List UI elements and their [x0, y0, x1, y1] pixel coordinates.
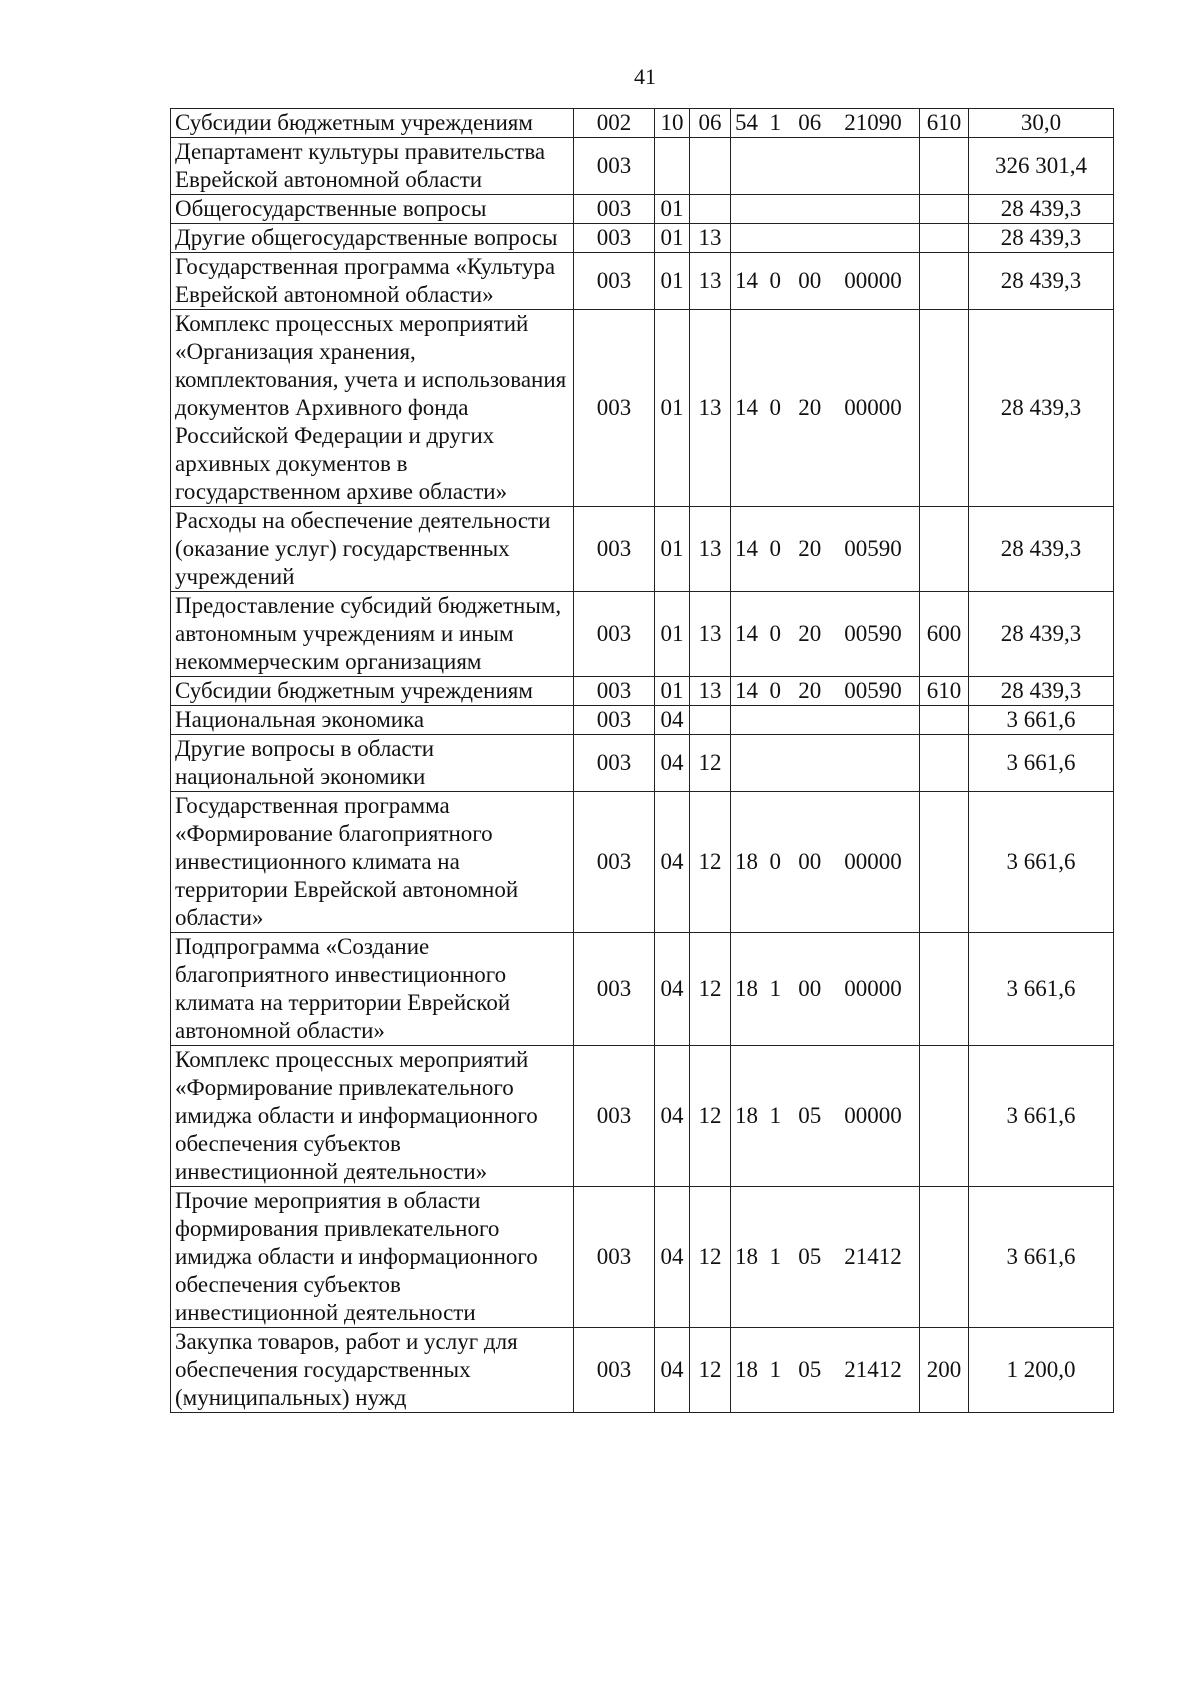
ministry-code-cell: 003 [574, 1046, 655, 1187]
row-name-cell: Комплекс процессных мероприятий «Формирование привлекательного имиджа области и информационного обеспечения субъектов инвестиционной деятельности» [171, 1046, 574, 1187]
target-article-cell: 14 0 20 00590 [731, 592, 920, 677]
target-article-cell: 54 1 06 21090 [731, 109, 920, 138]
target-article-cell: 18 1 05 00000 [731, 1046, 920, 1187]
table-row [171, 933, 1114, 1046]
table-row [171, 253, 1114, 310]
row-name-cell: Государственная программа «Культура Еврейской автономной области» [171, 253, 574, 310]
ministry-code-cell: 002 [574, 109, 655, 138]
subsection-code-cell: 12 [690, 1046, 731, 1187]
subsection-code-cell: 12 [690, 933, 731, 1046]
section-code-cell: 01 [655, 253, 690, 310]
amount-cell: 3 661,6 [969, 792, 1114, 933]
row-name-cell: Общегосударственные вопросы [171, 195, 574, 224]
ministry-code-cell: 003 [574, 224, 655, 253]
table-row [171, 1328, 1114, 1413]
ministry-code-cell: 003 [574, 677, 655, 706]
target-article-cell [731, 195, 920, 224]
table-row [171, 706, 1114, 735]
expense-type-cell [920, 1187, 969, 1328]
target-article-cell: 18 0 00 00000 [731, 792, 920, 933]
amount-cell: 326 301,4 [969, 138, 1114, 195]
amount-cell: 28 439,3 [969, 592, 1114, 677]
target-article-cell: 14 0 20 00000 [731, 310, 920, 507]
row-name-cell: Расходы на обеспечение деятельности (оказание услуг) государственных учреждений [171, 507, 574, 592]
row-name-cell: Государственная программа «Формирование благоприятного инвестиционного климата на территории Еврейской автономной области» [171, 792, 574, 933]
amount-cell: 28 439,3 [969, 507, 1114, 592]
amount-cell: 28 439,3 [969, 310, 1114, 507]
target-article-cell: 14 0 20 00590 [731, 507, 920, 592]
section-code-cell: 01 [655, 592, 690, 677]
amount-cell: 28 439,3 [969, 253, 1114, 310]
expense-type-cell [920, 507, 969, 592]
row-name-cell: Подпрограмма «Создание благоприятного инвестиционного климата на территории Еврейской автономной области» [171, 933, 574, 1046]
amount-cell: 3 661,6 [969, 706, 1114, 735]
amount-cell: 28 439,3 [969, 677, 1114, 706]
amount-cell: 3 661,6 [969, 735, 1114, 792]
target-article-cell: 14 0 00 00000 [731, 253, 920, 310]
row-name-cell: Предоставление субсидий бюджетным, автономным учреждениям и иным некоммерческим организациям [171, 592, 574, 677]
budget-table-body [171, 109, 1114, 1413]
section-code-cell: 04 [655, 1046, 690, 1187]
target-article-cell [731, 706, 920, 735]
subsection-code-cell [690, 706, 731, 735]
ministry-code-cell: 003 [574, 195, 655, 224]
target-article-cell [731, 735, 920, 792]
expense-type-cell [920, 735, 969, 792]
ministry-code-cell: 003 [574, 735, 655, 792]
expense-type-cell [920, 253, 969, 310]
table-row [171, 677, 1114, 706]
ministry-code-cell: 003 [574, 507, 655, 592]
table-row [171, 138, 1114, 195]
table-row [171, 195, 1114, 224]
subsection-code-cell: 13 [690, 677, 731, 706]
table-row [171, 507, 1114, 592]
page-number: 41 [634, 64, 656, 89]
table-row [171, 224, 1114, 253]
target-article-cell [731, 224, 920, 253]
section-code-cell: 04 [655, 735, 690, 792]
section-code-cell: 01 [655, 224, 690, 253]
subsection-code-cell: 13 [690, 253, 731, 310]
row-name-cell: Закупка товаров, работ и услуг для обеспечения государственных (муниципальных) нужд [171, 1328, 574, 1413]
section-code-cell: 04 [655, 1187, 690, 1328]
subsection-code-cell: 12 [690, 735, 731, 792]
section-code-cell: 01 [655, 195, 690, 224]
ministry-code-cell: 003 [574, 1328, 655, 1413]
section-code-cell: 01 [655, 310, 690, 507]
expense-type-cell [920, 706, 969, 735]
amount-cell: 3 661,6 [969, 1046, 1114, 1187]
amount-cell: 28 439,3 [969, 224, 1114, 253]
ministry-code-cell: 003 [574, 706, 655, 735]
target-article-cell [731, 138, 920, 195]
amount-cell: 30,0 [969, 109, 1114, 138]
section-code-cell: 01 [655, 677, 690, 706]
table-row [171, 792, 1114, 933]
table-row [171, 1187, 1114, 1328]
subsection-code-cell: 13 [690, 507, 731, 592]
ministry-code-cell: 003 [574, 1187, 655, 1328]
ministry-code-cell: 003 [574, 138, 655, 195]
expense-type-cell [920, 1046, 969, 1187]
target-article-cell: 14 0 20 00590 [731, 677, 920, 706]
table-row [171, 735, 1114, 792]
subsection-code-cell: 12 [690, 1187, 731, 1328]
ministry-code-cell: 003 [574, 310, 655, 507]
subsection-code-cell: 13 [690, 310, 731, 507]
expense-type-cell [920, 195, 969, 224]
amount-cell: 1 200,0 [969, 1328, 1114, 1413]
subsection-code-cell [690, 195, 731, 224]
expense-type-cell [920, 310, 969, 507]
row-name-cell: Другие общегосударственные вопросы [171, 224, 574, 253]
section-code-cell: 04 [655, 1328, 690, 1413]
expense-type-cell [920, 792, 969, 933]
amount-cell: 3 661,6 [969, 933, 1114, 1046]
row-name-cell: Субсидии бюджетным учреждениям [171, 677, 574, 706]
expense-type-cell: 610 [920, 109, 969, 138]
amount-cell: 28 439,3 [969, 195, 1114, 224]
section-code-cell: 01 [655, 507, 690, 592]
amount-cell: 3 661,6 [969, 1187, 1114, 1328]
expense-type-cell: 600 [920, 592, 969, 677]
row-name-cell: Субсидии бюджетным учреждениям [171, 109, 574, 138]
ministry-code-cell: 003 [574, 792, 655, 933]
section-code-cell [655, 138, 690, 195]
subsection-code-cell: 13 [690, 592, 731, 677]
subsection-code-cell: 12 [690, 792, 731, 933]
target-article-cell: 18 1 05 21412 [731, 1187, 920, 1328]
row-name-cell: Комплекс процессных мероприятий «Организация хранения, комплектования, учета и использования документов Архивного фонда Российской Федерации и других архивных документов в государственном архиве области» [171, 310, 574, 507]
row-name-cell: Национальная экономика [171, 706, 574, 735]
subsection-code-cell: 06 [690, 109, 731, 138]
subsection-code-cell: 13 [690, 224, 731, 253]
subsection-code-cell [690, 138, 731, 195]
expense-type-cell [920, 224, 969, 253]
table-row [171, 109, 1114, 138]
section-code-cell: 04 [655, 933, 690, 1046]
ministry-code-cell: 003 [574, 592, 655, 677]
table-row [171, 310, 1114, 507]
target-article-cell: 18 1 00 00000 [731, 933, 920, 1046]
budget-table [170, 108, 1114, 1413]
section-code-cell: 10 [655, 109, 690, 138]
expense-type-cell [920, 933, 969, 1046]
table-row [171, 592, 1114, 677]
section-code-cell: 04 [655, 706, 690, 735]
row-name-cell: Прочие мероприятия в области формирования привлекательного имиджа области и информационного обеспечения субъектов инвестиционной деятельности [171, 1187, 574, 1328]
row-name-cell: Департамент культуры правительства Еврейской автономной области [171, 138, 574, 195]
ministry-code-cell: 003 [574, 253, 655, 310]
subsection-code-cell: 12 [690, 1328, 731, 1413]
expense-type-cell: 200 [920, 1328, 969, 1413]
expense-type-cell: 610 [920, 677, 969, 706]
expense-type-cell [920, 138, 969, 195]
ministry-code-cell: 003 [574, 933, 655, 1046]
section-code-cell: 04 [655, 792, 690, 933]
row-name-cell: Другие вопросы в области национальной экономики [171, 735, 574, 792]
table-row [171, 1046, 1114, 1187]
target-article-cell: 18 1 05 21412 [731, 1328, 920, 1413]
